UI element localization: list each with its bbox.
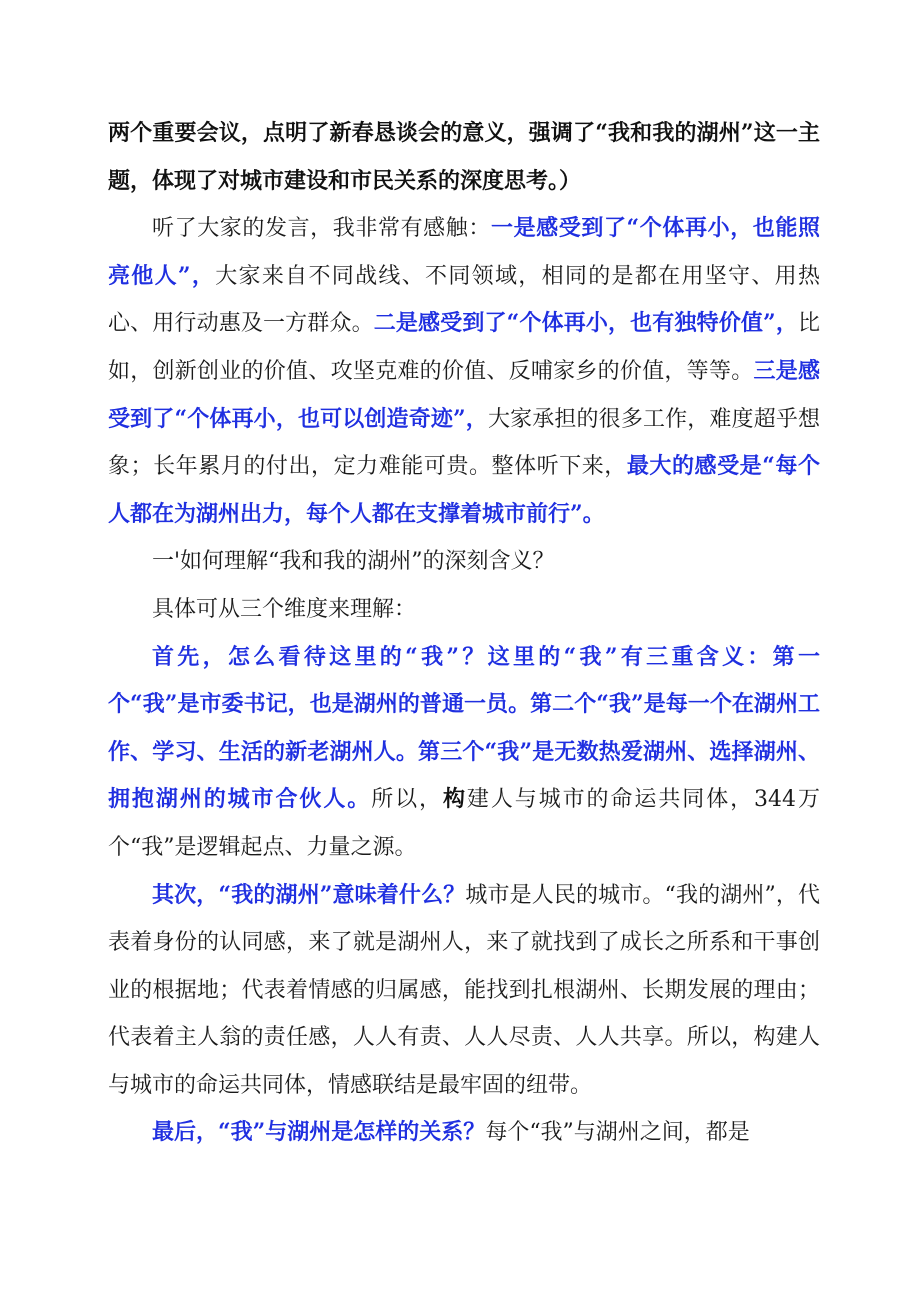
section-heading <box>108 538 820 586</box>
first-dimension-heading: 首先，怎么看待这里的“我”？这里的“我”有三重含义：第一个“我”是市委书记，也是湖州的普通一员。第二个“我”是每一个在湖州工作、学习、生活的新老湖州人。第三个“我”是无数热爱湖州、选择湖州、拥抱湖州的城市合伙人。 <box>108 643 820 813</box>
impression-three: 三是感受到了“个体再小，也可以创造奇迹”， <box>108 357 820 432</box>
impression-two-detail: 比如，创新创业的价值、攻坚克难的价值、反哺家乡的价值，等等。 <box>108 311 820 384</box>
impression-two: 二是感受到了“个体再小，也有独特价值”， <box>373 310 798 337</box>
paragraph-third-dimension <box>108 1109 820 1157</box>
impressions-lead: 听了大家的发言，我非常有感触： <box>152 216 491 242</box>
paragraph-first-dimension <box>108 634 820 872</box>
document-body <box>108 110 820 1157</box>
section-heading-text: 一'如何理解“我和我的湖州”的深刻含义？ <box>152 549 555 575</box>
third-dimension-heading: 最后，“我”与湖州是怎样的关系？ <box>152 1119 486 1146</box>
impression-one-detail: 大家来自不同战线、不同领域，相同的是都在用坚守、用热心、用行动惠及一方群众。 <box>108 263 820 337</box>
dimensions-intro-text: 具体可从三个维度来理解： <box>152 596 417 622</box>
first-dimension-conclusion: 建人与城市的命运共同体，344万个“我”是逻辑起点、力量之源。 <box>108 787 820 860</box>
second-dimension-heading: 其次，“我的湖州”意味着什么？ <box>152 881 466 908</box>
impression-summary: 最大的感受是“每个人都在为湖州出力，每个人都在支撑着城市前行”。 <box>108 453 820 527</box>
paragraph-second-dimension <box>108 872 820 1110</box>
paragraph-impressions <box>108 205 820 538</box>
third-dimension-body: 每个“我”与湖州之间，都是 <box>485 1120 750 1146</box>
impression-three-detail: 大家承担的很多工作，难度超乎想象；长年累月的付出，定力难能可贵。整体听下来， <box>108 406 820 480</box>
intro-text: 两个重要会议，点明了新春恳谈会的意义，强调了“我和我的湖州”这一主题，体现了对城市建设和市民关系的深度思考。） <box>108 120 820 194</box>
paragraph-intro-continuation <box>108 110 820 205</box>
impression-one: 一是感受到了“个体再小，也能照亮他人”， <box>108 215 820 289</box>
second-dimension-body: 城市是人民的城市。“我的湖州”，代表着身份的认同感，来了就是湖州人，来了就找到了成长之所系和干事创业的根据地；代表着情感的归属感，能找到扎根湖州、长期发展的理由；代表着主人翁的责任感，人人有责、人人尽责、人人共享。所以，构建人与城市的命运共同体，情感联结是最牢固的纽带。 <box>108 882 821 1098</box>
first-dimension-bold-char: 构 <box>442 786 467 813</box>
paragraph-dimensions-intro <box>108 586 820 634</box>
first-dimension-connector: 所以， <box>371 787 443 813</box>
